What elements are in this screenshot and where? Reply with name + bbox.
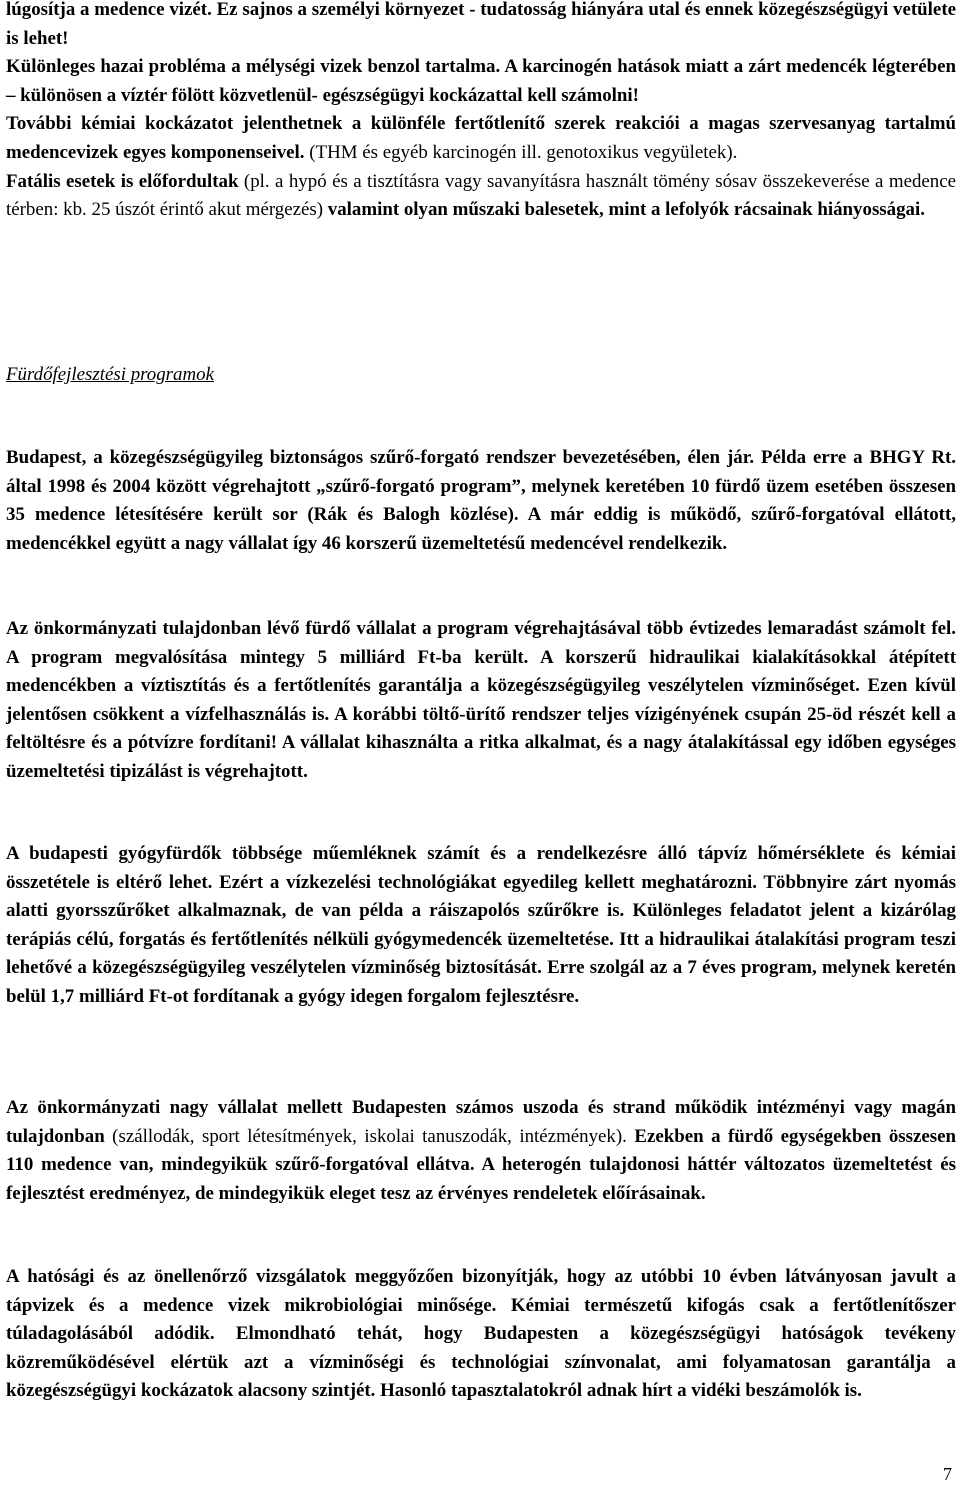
text-regular: (szállodák, sport létesítmények, iskolai tanuszodák, intézmények). <box>104 1125 635 1147</box>
text-bold: További kémiai kockázatot jelenthetnek a különféle fertőtlenítő szerek reakciói a magas szervesanyag tartalmú medencevizek egyes komponenseivel. <box>6 113 956 163</box>
text-bold: Ezekben a fürdő egységekben összesen 110 medence van, mindegyikük szűrő-forgatóval ellátva. A heterogén tulajdonosi háttér változatos üzemeltetést és fejlesztést eredményez, de mindegyikük eleget tesz az érvényes rendeletek előírásainak. <box>6 1125 956 1204</box>
text-regular: (pl. a hypó és a tisztításra vagy savanyításra használt tömény sósav összekeverése a medence térben: kb. 25 úszót érintő akut mérgezés) <box>6 170 956 221</box>
text-bold: Az önkormányzati nagy vállalat mellett Budapesten számos uszoda és strand működik intézményi vagy magán tulajdonban <box>6 1097 956 1147</box>
page-number: 7 <box>943 1464 952 1484</box>
paragraph-municipal: Az önkormányzati tulajdonban lévő fürdő vállalat a program végrehajtásával több évtizedes lemaradást számolt fel. A program megvalósítása mintegy 5 milliárd Ft-ba került. A korszerű hidraulikai kialakításokkal átépített medencékben a víztisztítás és a fertőtlenítés garantálja a közegészségügyileg veszélytelen vízminőséget. Ezen kívül jelentősen csökkent a vízfelhasználás is. A korábbi töltő-ürítő rendszer teljes vízigényének csupán 25-öd részét kell a feltöltésre és a pótvízre fordítani! A vállalat kihasználta a ritka alkalmat, és a nagy átalakítással egy időben egységes üzemeltetési tipizálást is végrehajtott. <box>6 618 956 782</box>
text-bold: lúgosítja a medence vizét. Ez sajnos a személyi környezet - tudatosság hiányára utal és ennek közegészségügyi vetülete is lehet! <box>6 0 956 49</box>
text-bold: valamint olyan műszaki balesetek, mint a lefolyók rácsainak hiányosságai. <box>327 199 925 221</box>
section-heading-text: Fürdőfejlesztési programok <box>6 364 214 385</box>
paragraph-spas: A budapesti gyógyfürdők többsége műemléknek számít és a rendelkezésre álló tápvíz hőmérséklete és kémiai összetétele is eltérő lehet. Ezért a vízkezelési technológiákat egyedileg kellett meghatározni. Többnyire zárt nyomás alatti gyorsszűrőket alkalmaznak, de van példa a ráiszapolós szűrőkre is. Különleges feladatot jelent a kizárólag terápiás célú, forgatás és fertőtlenítés nélküli gyógymedencék üzemeltetése. Itt a hidraulikai átalakítási program teszi lehetővé a közegészségügyileg veszélytelen vízminőség biztosítását. Erre szolgál az a 7 éves program, melynek keretén belül 1,7 milliárd Ft-ot fordítanak a gyógy idegen forgalom fejlesztésre. <box>6 843 956 1007</box>
section-heading <box>6 361 956 390</box>
paragraph-inspections: A hatósági és az önellenőrző vizsgálatok meggyőzően bizonyítják, hogy az utóbbi 10 évben látványosan javult a tápvizek és a medence vizek mikrobiológiai minősége. Kémiai természetű kifogás csak a fertőtlenítőszer túladagolásából adódik. Elmondható tehát, hogy Budapesten a közegészségügyi hatóságok tevékeny közreműködésével elértük azt a vízminőségi és technológiai színvonalat, ami folyamatosan garantálja a közegészségügyi kockázatok alacsony szintjét. Hasonló tapasztalatokról adnak hírt a vidéki beszámolók is. <box>6 1266 956 1402</box>
text-regular: (THM és egyéb karcinogén ill. genotoxikus vegyületek). <box>304 141 738 163</box>
paragraph-budapest: Budapest, a közegészségügyileg biztonságos szűrő-forgató rendszer bevezetésében, élen jár. Példa erre a BHGY Rt. által 1998 és 2004 között végrehajtott „szűrő-forgató program”, melynek keretében 10 fürdő üzem esetében összesen 35 medence létesítésére került sor (Rák és Balogh közlése). A már eddig is működő, szűrő-forgatóval ellátott, medencékkel együtt a nagy vállalat így 46 korszerű üzemeltetésű medencével rendelkezik. <box>6 447 956 554</box>
text-bold: Fatális esetek is előfordultak <box>6 170 239 192</box>
paragraph-pools <box>6 1094 956 1208</box>
paragraph-risks <box>6 0 956 225</box>
text-bold: Különleges hazai probléma a mélységi vizek benzol tartalma. A karcinogén hatások miatt a zárt medencék légterében – különösen a víztér fölött közvetlenül- egészségügyi kockázattal kell számolni! <box>6 56 956 106</box>
